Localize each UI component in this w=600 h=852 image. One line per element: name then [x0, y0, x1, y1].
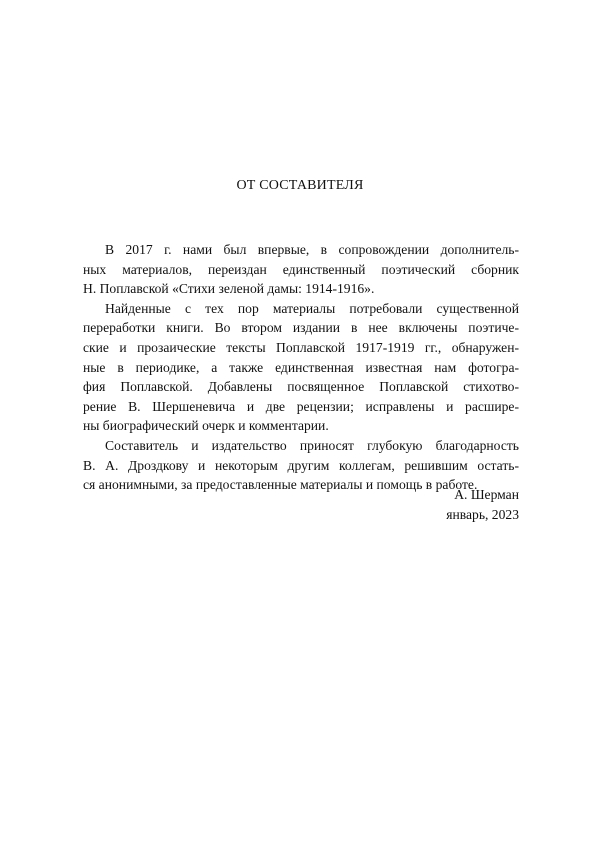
paragraph-1-line-1: В 2017 г. нами был впервые, в сопровождении дополнитель-	[105, 242, 519, 257]
paragraph-1-line-3: Н. Поплавской «Стихи зеленой дамы: 1914-1916».	[83, 281, 375, 297]
paragraph-3-line-3: ся анонимными, за предоставленные материалы и помощь в работе.	[83, 477, 478, 493]
paragraph-2-line-6: рение В. Шершеневича и две рецензии; исправлены и расшире-	[83, 398, 519, 414]
paragraph-2-line-4: ные в периодике, а также единственная известная нам фотогра-	[83, 359, 519, 375]
signature-author: А. Шерман	[454, 487, 519, 502]
paragraph-2-line-2: переработки книги. Во втором издании в нее включены поэтиче-	[83, 320, 519, 336]
paragraph-2-line-3: ские и прозаические тексты Поплавской 1917-1919 гг., обнаружен-	[83, 339, 519, 355]
paragraph-2-line-7: ны биографический очерк и комментарии.	[83, 418, 329, 434]
paragraph-3-line-2: В. А. Дроздкову и некоторым другим коллегам, решившим остать-	[83, 457, 519, 473]
page-title: ОТ СОСТАВИТЕЛЯ	[236, 178, 364, 193]
paragraph-1-line-2: ных материалов, переиздан единственный поэтический сборник	[83, 261, 519, 277]
body-text	[83, 240, 519, 495]
signature-date: январь, 2023	[446, 506, 519, 522]
signature	[446, 485, 519, 524]
paragraph-3-line-1: Составитель и издательство приносят глубокую благодарность	[105, 437, 519, 453]
paragraph-2-line-5: фия Поплавской. Добавлены посвященное Поплавской стихотво-	[83, 379, 519, 395]
paragraph-2-line-1: Найденные с тех пор материалы потребовали существенной	[105, 300, 519, 316]
